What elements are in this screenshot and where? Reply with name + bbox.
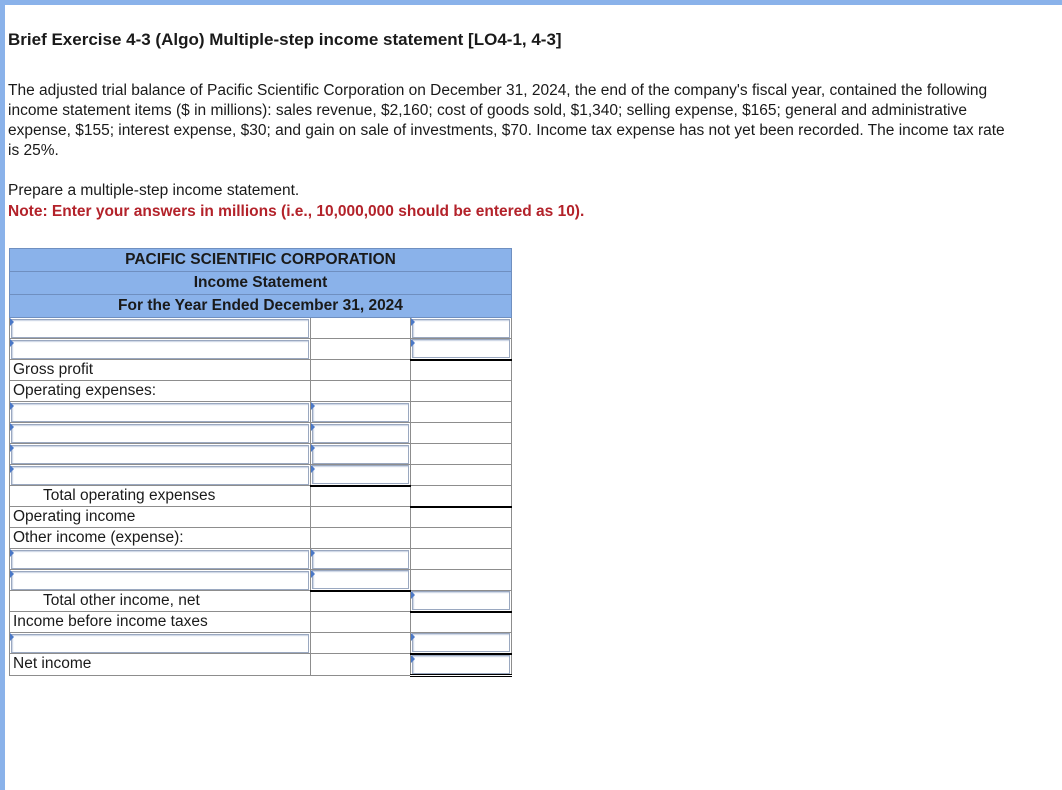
frame-top-border [0,0,1062,5]
net-income-label: Net income [10,654,311,676]
amount-cell [411,549,512,570]
amount-cell [311,318,411,339]
amount-input[interactable] [411,654,512,676]
table-row [10,591,512,612]
amount-cell [411,486,512,507]
table-row [10,465,512,486]
total-operating-expenses-label: Total operating expenses [10,486,311,507]
amount-input[interactable] [311,465,411,486]
amount-input[interactable] [311,570,411,591]
operating-income-label: Operating income [10,507,311,528]
amount-cell [311,507,411,528]
table-row [10,633,512,654]
table-row [10,654,512,676]
table-row [10,402,512,423]
label-input[interactable] [10,633,311,654]
exercise-title: Brief Exercise 4-3 (Algo) Multiple-step income statement [LO4-1, 4-3] [8,30,562,49]
table-row [10,423,512,444]
amount-cell [411,360,512,381]
amount-input[interactable] [311,402,411,423]
exercise-instruction: Prepare a multiple-step income statement. [8,182,300,199]
amount-cell [411,444,512,465]
table-row [10,507,512,528]
amount-cell [411,507,512,528]
other-income-label: Other income (expense): [10,528,311,549]
table-row [10,528,512,549]
amount-input[interactable] [311,423,411,444]
amount-cell [311,654,411,676]
exercise-intro: The adjusted trial balance of Pacific Scientific Corporation on December 31, 2024, the end of the company's fiscal year, contained the following income statement items ($ in millions): sales revenue, $2,160; cost of goods sold, $1,340; selling expense, $165; general and administrative expense, $155; interest expense, $30; and gain on sale of investments, $70. Income tax expense has not yet been recorded. The income tax rate is 25%. [8,82,1005,159]
amount-cell [411,528,512,549]
label-input[interactable] [10,339,311,360]
table-row [10,486,512,507]
label-input[interactable] [10,465,311,486]
amount-cell [411,612,512,633]
amount-input[interactable] [311,444,411,465]
amount-input[interactable] [411,318,512,339]
operating-expenses-label: Operating expenses: [10,381,311,402]
amount-cell [311,612,411,633]
frame-left-border [0,0,5,790]
table-row [10,360,512,381]
amount-cell [311,591,411,612]
amount-cell [311,633,411,654]
amount-cell [411,423,512,444]
gross-profit-label: Gross profit [10,360,311,381]
statement-period: For the Year Ended December 31, 2024 [10,295,512,318]
table-row [10,549,512,570]
company-name: PACIFIC SCIENTIFIC CORPORATION [10,249,512,272]
amount-cell [411,465,512,486]
statement-name: Income Statement [10,272,512,295]
table-row [10,339,512,360]
amount-input[interactable] [311,549,411,570]
amount-input[interactable] [411,339,512,360]
label-input[interactable] [10,570,311,591]
label-input[interactable] [10,444,311,465]
exercise-note: Note: Enter your answers in millions (i.e., 10,000,000 should be entered as 10). [8,203,585,220]
table-row [10,570,512,591]
amount-input[interactable] [411,633,512,654]
amount-cell [411,570,512,591]
income-statement-table [9,248,512,677]
label-input[interactable] [10,549,311,570]
amount-cell [311,381,411,402]
label-input[interactable] [10,318,311,339]
amount-cell [411,381,512,402]
amount-cell [311,339,411,360]
table-row [10,444,512,465]
income-before-taxes-label: Income before income taxes [10,612,311,633]
amount-cell [311,528,411,549]
amount-input[interactable] [411,591,512,612]
label-input[interactable] [10,423,311,444]
amount-cell [311,486,411,507]
amount-cell [411,402,512,423]
table-row [10,381,512,402]
amount-cell [311,360,411,381]
label-input[interactable] [10,402,311,423]
table-row [10,318,512,339]
table-row [10,612,512,633]
total-other-income-label: Total other income, net [10,591,311,612]
